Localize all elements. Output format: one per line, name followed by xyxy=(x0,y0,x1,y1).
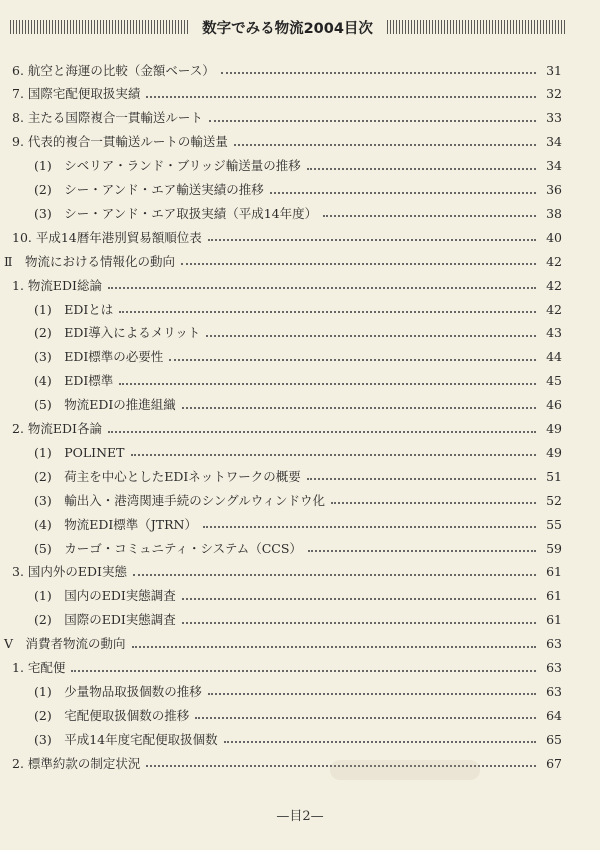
toc-entry-label: (3) シー・アンド・エア取扱実績（平成14年度） xyxy=(34,205,318,221)
toc-leader-dots xyxy=(323,215,536,217)
toc-entry-label: (4) EDI標準 xyxy=(34,373,114,389)
toc-entry-label: (1) EDIとは xyxy=(34,301,114,317)
toc-entry-label: 9. 代表的複合一貫輸送ルートの輸送量 xyxy=(12,134,228,150)
toc-entry xyxy=(12,128,562,152)
toc-entry xyxy=(12,271,562,295)
toc-entry-label: (1) 国内のEDI実態調査 xyxy=(34,588,176,604)
toc-entry xyxy=(34,319,562,343)
toc-leader-dots xyxy=(108,287,536,289)
header-stripe-left xyxy=(10,20,188,34)
toc-leader-dots xyxy=(182,622,536,624)
toc-entry-page: 61 xyxy=(546,612,562,628)
toc-leader-dots xyxy=(270,192,536,194)
toc-entry-page: 34 xyxy=(546,134,562,150)
toc-leader-dots xyxy=(221,72,536,74)
page-title: 数字でみる物流2004目次 xyxy=(202,20,373,37)
toc-leader-dots xyxy=(119,383,536,385)
toc-leader-dots xyxy=(119,311,536,313)
toc-entry xyxy=(34,510,562,534)
toc-entry xyxy=(12,558,562,582)
toc-entry-page: 42 xyxy=(546,301,562,317)
toc-entry-page: 61 xyxy=(546,564,562,580)
toc-entry-label: 7. 国際宅配便取扱実績 xyxy=(12,86,141,102)
toc-leader-dots xyxy=(234,144,536,146)
toc-entry-page: 67 xyxy=(546,755,562,771)
toc-entry-page: 63 xyxy=(546,636,562,652)
toc-leader-dots xyxy=(224,741,536,743)
toc-leader-dots xyxy=(108,431,536,433)
toc-entry xyxy=(12,654,562,678)
toc-leader-dots xyxy=(146,96,536,98)
toc-entry xyxy=(4,247,562,271)
toc-entry-label: 6. 航空と海運の比較（金額ベース） xyxy=(12,62,215,78)
toc-entry-label: (2) 荷主を中心としたEDIネットワークの概要 xyxy=(34,468,301,484)
toc-entry xyxy=(34,295,562,319)
toc-entry-label: (4) 物流EDI標準（JTRN） xyxy=(34,516,197,532)
toc-leader-dots xyxy=(203,526,536,528)
page-header xyxy=(10,16,565,38)
toc-leader-dots xyxy=(209,120,536,122)
toc-leader-dots xyxy=(206,335,536,337)
toc-entry-page: 52 xyxy=(546,492,562,508)
toc-entry-label: 1. 物流EDI総論 xyxy=(12,277,102,293)
toc-entry-page: 65 xyxy=(546,731,562,747)
toc-entry xyxy=(34,725,562,749)
toc-entry xyxy=(34,367,562,391)
toc-leader-dots xyxy=(132,646,536,648)
toc-entry-page: 55 xyxy=(546,516,562,532)
toc-entry xyxy=(12,223,562,247)
toc-entry xyxy=(4,630,562,654)
toc-leader-dots xyxy=(208,239,536,241)
toc-entry xyxy=(34,701,562,725)
page-smudge xyxy=(330,760,480,780)
toc-entry xyxy=(34,199,562,223)
toc-entry-page: 40 xyxy=(546,229,562,245)
toc-entry-label: 3. 国内外のEDI実態 xyxy=(12,564,127,580)
toc-leader-dots xyxy=(307,168,536,170)
toc-leader-dots xyxy=(181,263,536,265)
toc-entry xyxy=(34,582,562,606)
toc-entry-page: 51 xyxy=(546,468,562,484)
toc-entry-page: 63 xyxy=(546,683,562,699)
toc-entry-label: (2) 国際のEDI実態調査 xyxy=(34,612,176,628)
toc-leader-dots xyxy=(208,693,536,695)
toc-entry-page: 34 xyxy=(546,158,562,174)
toc-entry-page: 49 xyxy=(546,421,562,436)
toc-entry-label: 8. 主たる国際複合一貫輸送ルート xyxy=(12,110,203,126)
toc-entry-label: (1) シベリア・ランド・ブリッジ輸送量の推移 xyxy=(34,158,301,174)
toc-entry-label: (3) 平成14年度宅配便取扱個数 xyxy=(34,731,218,747)
toc-entry-label: Ⅱ 物流における情報化の動向 xyxy=(4,253,175,269)
toc-leader-dots xyxy=(195,717,536,719)
toc-leader-dots xyxy=(169,359,536,361)
toc-entry-page: 59 xyxy=(546,540,562,556)
toc-entry xyxy=(12,104,562,128)
toc-entry xyxy=(34,176,562,200)
toc-leader-dots xyxy=(133,574,536,576)
toc-entry-page: 64 xyxy=(546,707,562,723)
toc-entry-label: (3) EDI標準の必要性 xyxy=(34,349,164,365)
toc-leader-dots xyxy=(331,502,536,504)
toc-entry xyxy=(12,415,562,439)
toc-entry xyxy=(12,80,562,104)
toc-entry-page: 31 xyxy=(546,62,562,78)
toc-entry-page: 49 xyxy=(546,444,562,460)
toc-entry-label: (5) 物流EDIの推進組織 xyxy=(34,397,176,413)
toc-entry-page: 33 xyxy=(546,110,562,126)
toc-entry-page: 44 xyxy=(546,349,562,365)
toc-entry-label: Ⅴ 消費者物流の動向 xyxy=(4,636,126,652)
toc-entry xyxy=(34,438,562,462)
toc-entry xyxy=(34,486,562,510)
toc-entry xyxy=(34,606,562,630)
toc-entry-label: 1. 宅配便 xyxy=(12,660,66,675)
toc-entry-page: 38 xyxy=(546,205,562,221)
page-number: —目2— xyxy=(276,809,324,824)
toc-entry-page: 63 xyxy=(546,660,562,675)
toc-entry xyxy=(34,343,562,367)
toc-entry-label: 2. 標準約款の制定状況 xyxy=(12,755,141,771)
toc-entry-page: 61 xyxy=(546,588,562,604)
toc-entry-page: 36 xyxy=(546,182,562,197)
toc-leader-dots xyxy=(182,407,536,409)
toc-entry xyxy=(34,677,562,701)
toc-entry-label: 2. 物流EDI各論 xyxy=(12,421,102,436)
toc-entry xyxy=(34,462,562,486)
toc-entry-label: (2) EDI導入によるメリット xyxy=(34,325,201,341)
toc-entry-page: 46 xyxy=(546,397,562,413)
header-stripe-right xyxy=(387,20,565,34)
toc-entry-page: 42 xyxy=(546,253,562,269)
toc-entry-label: (3) 輸出入・港湾関連手続のシングルウィンドウ化 xyxy=(34,492,326,508)
toc-entry-label: 10. 平成14暦年港別貿易額順位表 xyxy=(12,229,202,245)
toc-entry-label: (1) 少量物品取扱個数の推移 xyxy=(34,683,202,699)
toc-leader-dots xyxy=(182,598,536,600)
toc-entry xyxy=(12,56,562,80)
toc-entry-label: (2) シー・アンド・エア輸送実績の推移 xyxy=(34,182,264,197)
toc-leader-dots xyxy=(71,670,536,672)
toc-entry xyxy=(34,534,562,558)
toc-entry-page: 42 xyxy=(546,277,562,293)
toc-entry-label: (5) カーゴ・コミュニティ・システム（CCS） xyxy=(34,540,302,556)
toc-entry-label: (2) 宅配便取扱個数の推移 xyxy=(34,707,190,723)
toc-entry-page: 32 xyxy=(546,86,562,102)
toc-entry-label: (1) POLINET xyxy=(34,444,125,460)
toc-leader-dots xyxy=(308,550,536,552)
toc-entry-page: 45 xyxy=(546,373,562,389)
toc-leader-dots xyxy=(307,478,536,480)
toc-entry xyxy=(34,152,562,176)
toc-entry xyxy=(34,391,562,415)
toc-entry-page: 43 xyxy=(546,325,562,341)
toc-leader-dots xyxy=(131,454,536,456)
